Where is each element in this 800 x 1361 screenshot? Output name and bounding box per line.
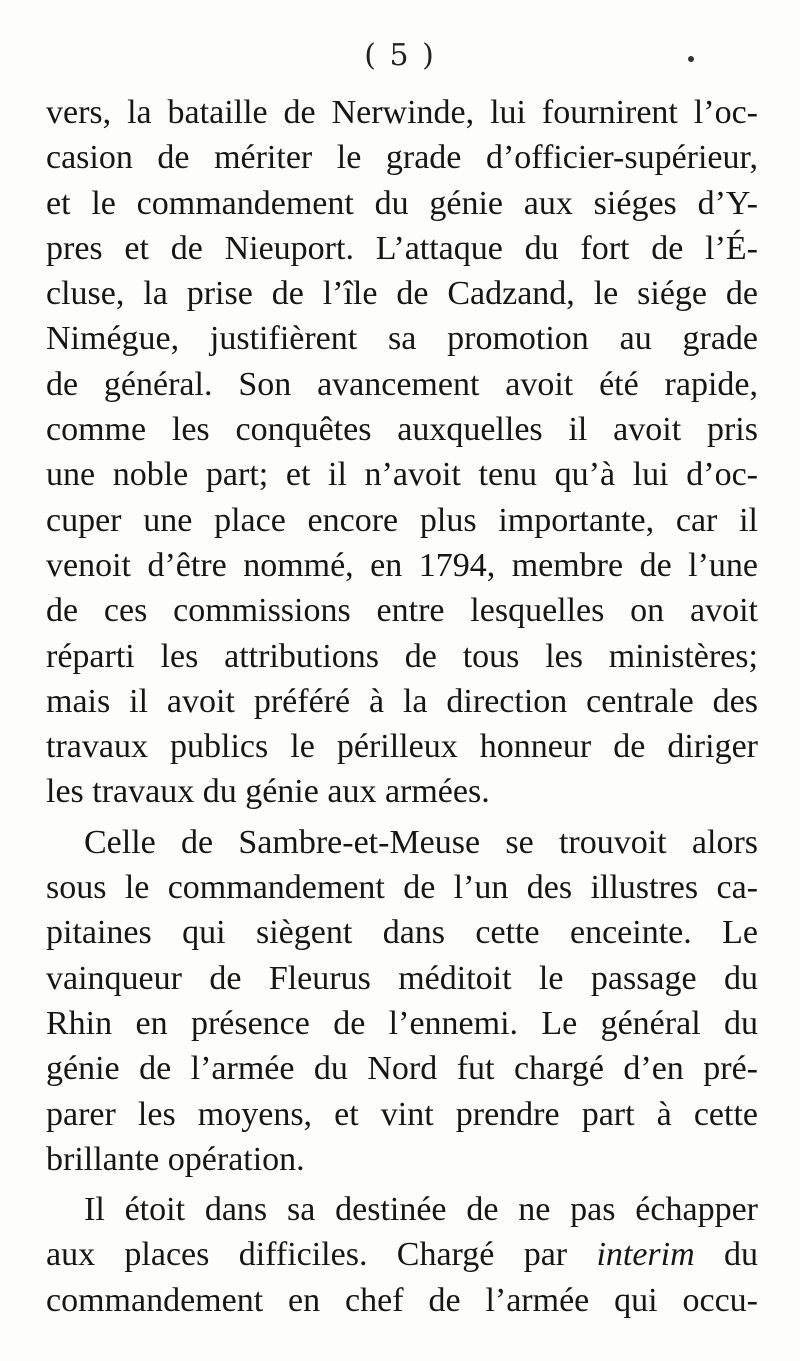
text-line: cuper une place encore plus importante, car il [46,501,758,539]
text-run: aux places difficiles. Chargé par [46,1236,597,1274]
text-line: comme les conquêtes auxquelles il avoit pris [46,411,758,449]
text-line: commandement en chef de l’armée qui occu- [46,1281,758,1319]
text-line: réparti les attributions de tous les ministères; [46,637,758,675]
text-line: cluse, la prise de l’île de Cadzand, le siége de [46,275,758,313]
text-line: casion de mériter le grade d’officier-supérieur, [46,139,758,177]
body-text [46,90,758,1323]
text-line: sous le commandement de l’un des illustres ca- [46,869,758,907]
text-line: de ces commissions entre lesquelles on avoit [46,592,758,630]
text-line: Il étoit dans sa destinée de ne pas échapper [84,1191,758,1229]
text-line: travaux publics le périlleux honneur de diriger [46,728,758,766]
text-run: du [694,1236,759,1274]
text-line: Nimégue, justifièrent sa promotion au grade [46,320,758,358]
text-line: mais il avoit préféré à la direction centrale des [46,682,758,720]
text-line: pitaines qui siègent dans cette enceinte. Le [46,914,758,952]
paragraph-2 [46,820,758,1182]
text-line: brillante opération. [46,1140,305,1178]
text-line: génie de l’armée du Nord fut chargé d’en pré- [46,1050,758,1088]
text-line: parer les moyens, et vint prendre part à cette [46,1095,758,1133]
page-number: ( 5 ) [364,38,436,73]
text-line: pres et de Nieuport. L’attaque du fort de l’É- [46,229,758,267]
text-line: et le commandement du génie aux siéges d’Y- [46,184,758,222]
text-line: Celle de Sambre-et-Meuse se trouvoit alors [84,823,758,861]
text-line: Rhin en présence de l’ennemi. Le général du [46,1004,758,1042]
text-line: de général. Son avancement avoit été rapide, [46,365,758,403]
text-line: vainqueur de Fleurus méditoit le passage du [46,959,758,997]
text-line: une noble part; et il n’avoit tenu qu’à lui d’oc- [46,456,758,494]
text-line: venoit d’être nommé, en 1794, membre de l’une [46,546,758,584]
text-line [46,1232,758,1277]
italic-term: interim [596,1236,695,1274]
text-line: les travaux du génie aux armées. [46,773,490,811]
text-line: vers, la bataille de Nerwinde, lui fournirent l’oc- [46,94,758,131]
ink-speck [688,56,694,62]
paragraph-1 [46,90,758,815]
paragraph-3 [46,1187,758,1323]
